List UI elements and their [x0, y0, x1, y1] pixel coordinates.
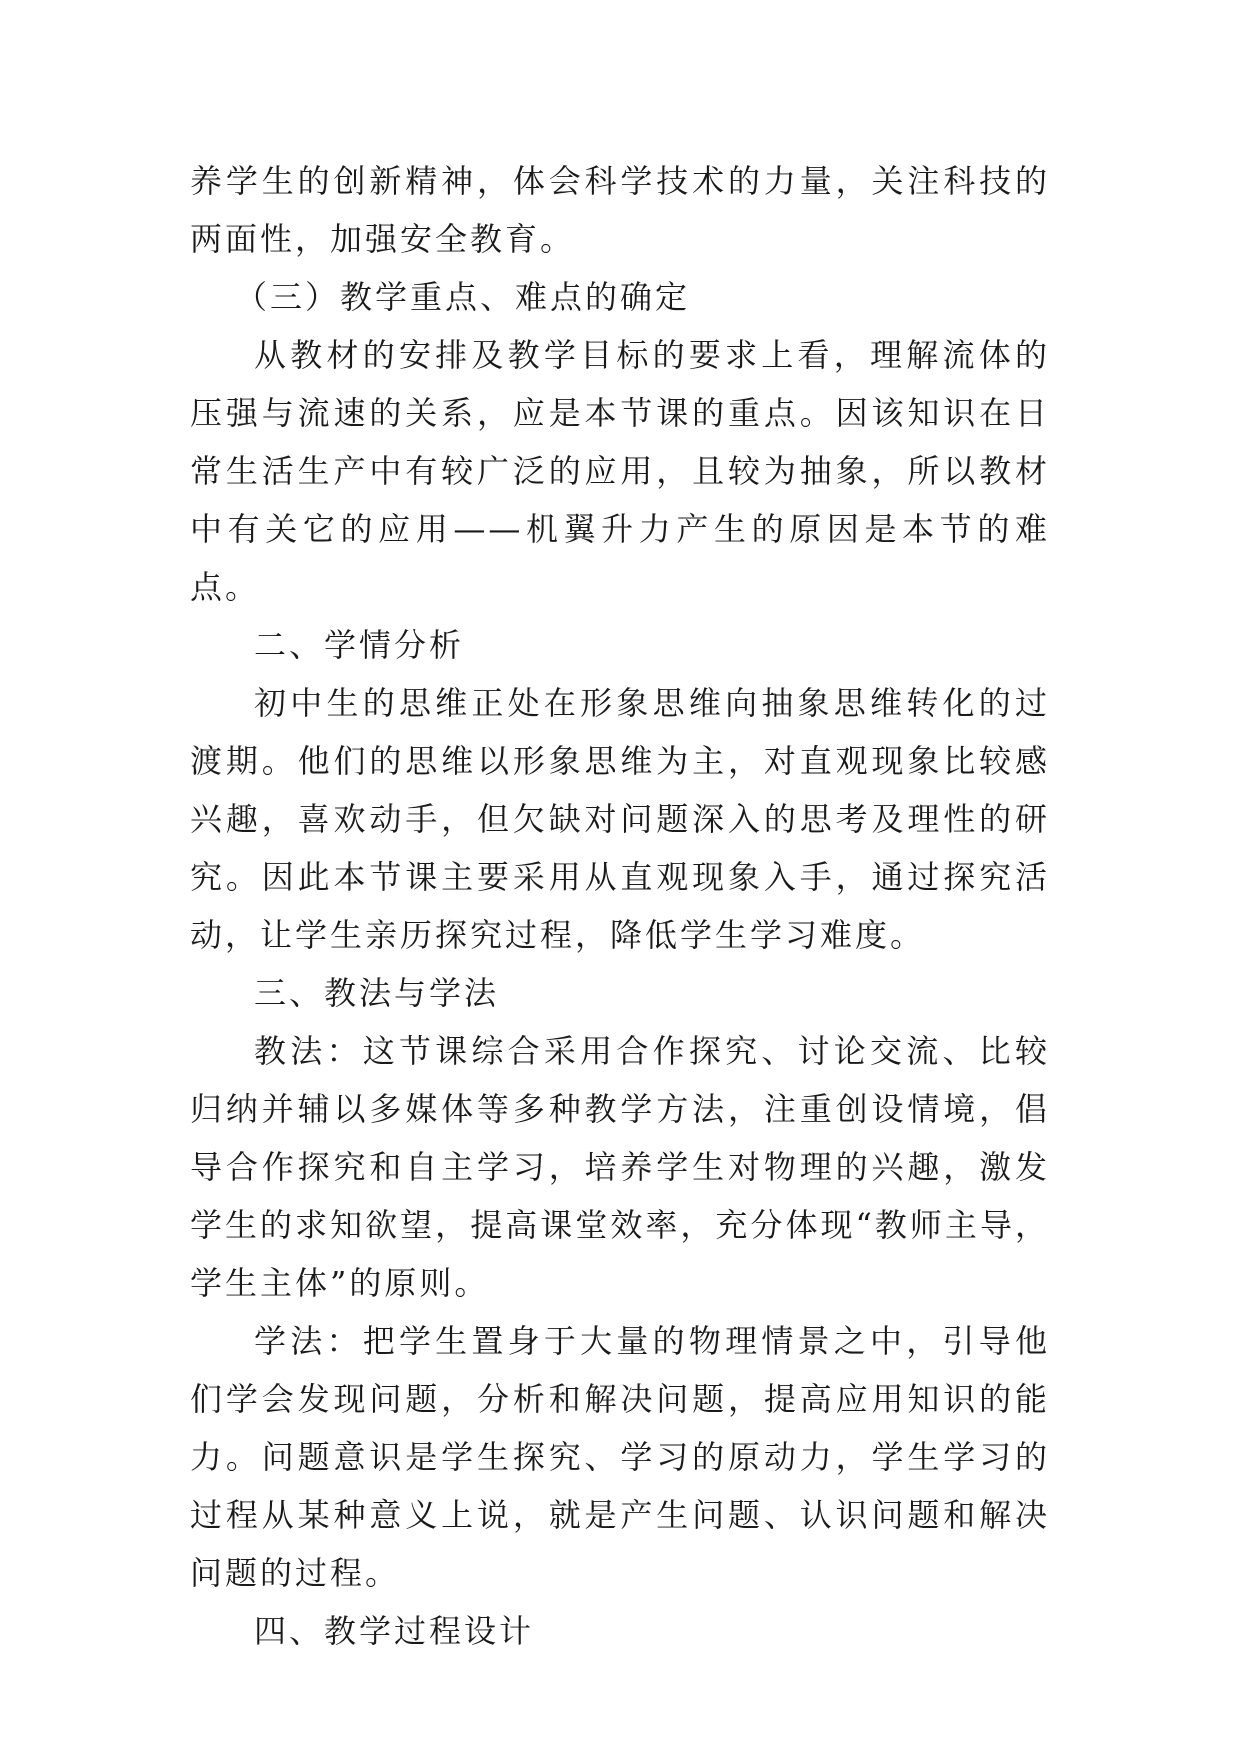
paragraph-continuation: 养学生的创新精神，体会科学技术的力量，关注科技的两面性，加强安全教育。 [190, 162, 1050, 258]
section-heading-student-analysis: 二、学情分析 [254, 626, 465, 664]
section-subheading-key-points: （三）教学重点、难点的确定 [235, 278, 691, 316]
section-heading-process: 四、教学过程设计 [254, 1612, 535, 1650]
section-heading-methods: 三、教法与学法 [254, 974, 500, 1012]
paragraph-student-analysis: 初中生的思维正处在形象思维向抽象思维转化的过渡期。他们的思维以形象思维为主，对直观现象比较感兴趣，喜欢动手，但欠缺对问题深入的思考及理性的研究。因此本节课主要采用从直观现象入手，通过探究活动，让学生亲历探究过程，降低学生学习难度。 [190, 684, 1050, 954]
paragraph-key-points: 从教材的安排及教学目标的要求上看，理解流体的压强与流速的关系，应是本节课的重点。因该知识在日常生活生产中有较广泛的应用，且较为抽象，所以教材中有关它的应用——机翼升力产生的原因是本节的难点。 [190, 336, 1050, 606]
paragraph-learning-method: 学法：把学生置身于大量的物理情景之中，引导他们学会发现问题，分析和解决问题，提高应用知识的能力。问题意识是学生探究、学习的原动力，学生学习的过程从某种意义上说，就是产生问题、认识问题和解决问题的过程。 [190, 1322, 1050, 1592]
document-body [190, 152, 1050, 1660]
paragraph-teaching-method: 教法：这节课综合采用合作探究、讨论交流、比较归纳并辅以多媒体等多种教学方法，注重创设情境，倡导合作探究和自主学习，培养学生对物理的兴趣，激发学生的求知欲望，提高课堂效率，充分体现“教师主导，学生主体”的原则。 [190, 1032, 1050, 1302]
